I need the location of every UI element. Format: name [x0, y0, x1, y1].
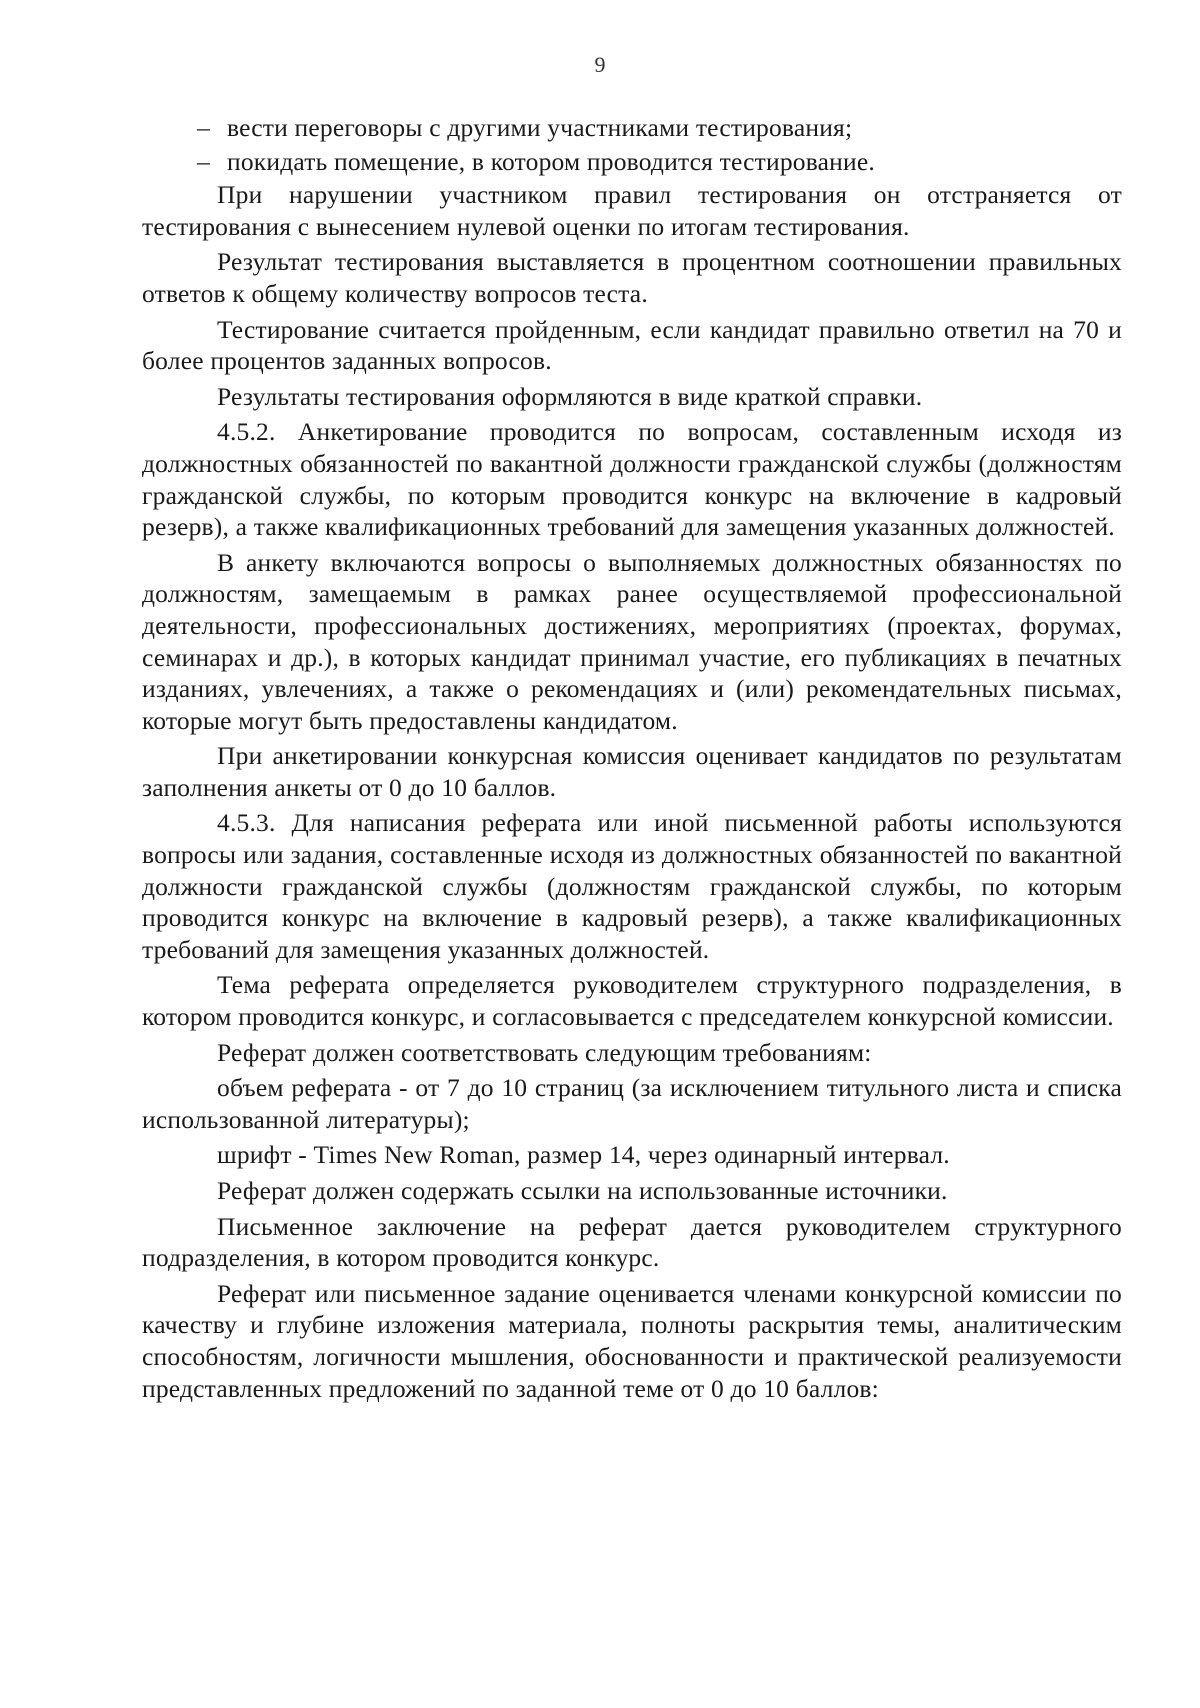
paragraph: В анкету включаются вопросы о выполняемых должностных обязанностях по должностям, замещаемым в рамках ранее осуществляемой профессиональной деятельности, профессиональных достижениях, мероприятиях (проектах, форумах, семинарах и др.), в которых кандидат принимал участие, его публикациях в печатных изданиях, увлечениях, а также о рекомендациях и (или) рекомендательных письмах, которые могут быть предоставлены кандидатом.	[142, 547, 1122, 735]
document-body	[142, 112, 1122, 1408]
paragraph-section-4-5-2: 4.5.2. Анкетирование проводится по вопросам, составленным исходя из должностных обязанностей по вакантной должности гражданской службы (должностям гражданской службы, по которым проводится конкурс на включение в кадровый резерв), а также квалификационных требований для замещения указанных должностей.	[142, 417, 1122, 542]
paragraph: При нарушении участником правил тестирования он отстраняется от тестирования с вынесением нулевой оценки по итогам тестирования.	[142, 180, 1122, 241]
paragraph: При анкетировании конкурсная комиссия оценивает кандидатов по результатам заполнения анкеты от 0 до 10 баллов.	[142, 741, 1122, 802]
dash-bullet: –	[197, 146, 210, 176]
paragraph: Письменное заключение на реферат дается руководителем структурного подразделения, в котором проводится конкурс.	[142, 1211, 1122, 1273]
paragraph: объем реферата - от 7 до 10 страниц (за исключением титульного листа и списка использованной литературы);	[142, 1073, 1122, 1134]
paragraph: Результаты тестирования оформляются в виде краткой справки.	[217, 381, 923, 411]
paragraph: Результат тестирования выставляется в процентном соотношении правильных ответов к общему количеству вопросов теста.	[142, 247, 1122, 308]
paragraph: Тема реферата определяется руководителем структурного подразделения, в котором проводится конкурс, и согласовывается с председателем конкурсной комиссии.	[142, 970, 1122, 1032]
paragraph-section-4-5-3: 4.5.3. Для написания реферата или иной письменной работы используются вопросы или задания, составленные исходя из должностных обязанностей по вакантной должности гражданской службы (должностям гражданской службы, по которым проводится конкурс на включение в кадровый резерв), а также квалификационных требований для замещения указанных должностей.	[142, 808, 1122, 964]
list-item-text: покидать помещение, в котором проводится тестирование.	[227, 146, 875, 176]
paragraph: Реферат должен соответствовать следующим требованиям:	[217, 1037, 872, 1067]
list-item	[142, 146, 1122, 178]
paragraph: Тестирование считается пройденным, если кандидат правильно ответил на 70 и более процентов заданных вопросов.	[142, 314, 1122, 376]
dash-bullet: –	[197, 113, 210, 142]
list-item-text: вести переговоры с другими участниками тестирования;	[227, 113, 853, 142]
page-number: 9	[594, 52, 606, 77]
paragraph: Реферат или письменное задание оценивается членами конкурсной комиссии по качеству и глубине изложения материала, полноты раскрытия темы, аналитическим способностям, логичности мышления, обоснованности и практической реализуемости представленных предложений по заданной теме от 0 до 10 баллов:	[142, 1278, 1122, 1403]
list-item	[142, 112, 1122, 144]
paragraph: Реферат должен содержать ссылки на использованные источники.	[217, 1176, 948, 1205]
paragraph: шрифт - Times New Roman, размер 14, через одинарный интервал.	[217, 1140, 950, 1170]
